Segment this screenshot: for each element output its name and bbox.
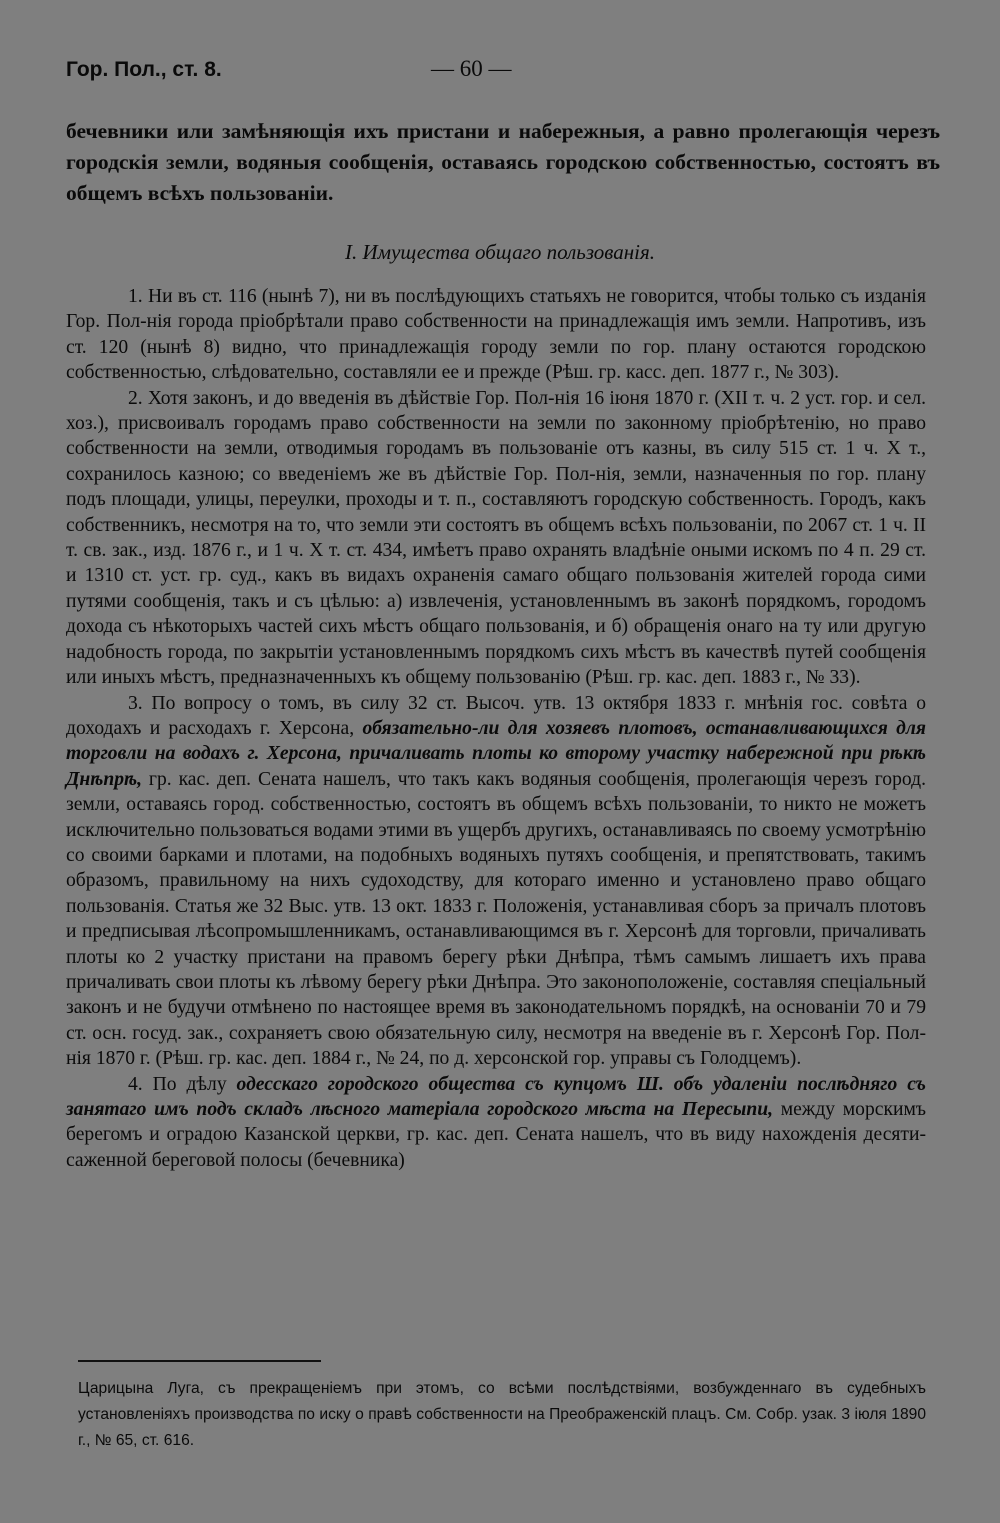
- body-text: [66, 284, 926, 1173]
- paragraph-3: [66, 691, 926, 1072]
- paragraph-3-text-b: гр. кас. деп. Сената нашелъ, что такъ какъ водяныя сообщенія, пролегающія черезъ город. земли, оставаясь город. собственностью, состоятъ въ общемъ всѣхъ пользованіи, то никто не можетъ исключительно пользоваться водами этими въ ущербъ другихъ, останавливаясь по своему усмотрѣнію со своими барками и плотами, на подобныхъ водяныхъ путяхъ сообщенія, и препятствовать, такимъ образомъ, правильному на нихъ судоходству, для котораго именно и установлено право общаго пользованія. Статья же 32 Выс. утв. 13 окт. 1833 г. Положенія, устанавливая сборъ за причалъ плотовъ и предписывая лѣсопромышленникамъ, останавливающимся въ г. Херсонѣ для торговли, причаливать плоты ко 2 участку пристани на правомъ берегу рѣки Днѣпра, тѣмъ самымъ лишаетъ ихъ права причаливать свои плоты къ лѣвому берегу рѣки Днѣпра. Это законоположеніе, составляя спеціальный законъ и не будучи отмѣнено по настоящее время въ законодательномъ порядкѣ, на основаніи 70 и 79 ст. осн. госуд. зак., сохраняетъ свою обязательную силу, несмотря на введеніе въ г. Херсонѣ Гор. Пол-нія 1870 г. (Рѣш. гр. кас. деп. 1884 г., № 24, по д. херсонской гор. управы съ Голодцемъ).: [66, 768, 926, 1070]
- intro-paragraph: бечевники или замѣняющія ихъ пристани и набережныя, а равно пролегающія черезъ городскія земли, водяныя сообщенія, оставаясь городскою собственностью, состоятъ въ общемъ всѣхъ пользованіи.: [66, 119, 940, 205]
- footnote: Царицына Луга, съ прекращеніемъ при этомъ, со всѣми послѣдствіями, возбужденнаго въ судебныхъ установленіяхъ производства по иску о правѣ собственности на Преображенскій плацъ. См. Собр. узак. 3 іюля 1890 г., № 65, ст. 616.: [78, 1380, 926, 1449]
- page-header: [66, 54, 922, 86]
- section-title: I. Имущества общаго пользованія.: [345, 240, 655, 264]
- paragraph-2: 2. Хотя законъ, и до введенія въ дѣйствіе Гор. Пол-нія 16 іюня 1870 г. (XII т. ч. 2 уст. гор. и сел. хоз.), присвоивалъ городамъ право собственности на земли по законному пріобрѣтенію, но право собственности на земли, отводимыя городамъ въ пользованіе отъ казны, въ силу 515 ст. 1 ч. X т., сохранилось казною; со введеніемъ же въ дѣйствіе Гор. Пол-нія, земли, назначенныя по гор. плану подъ площади, улицы, переулки, проходы и т. п., составляютъ городскую собственность. Городъ, какъ собственникъ, несмотря на то, что земли эти состоятъ въ общемъ всѣхъ пользованіи, по 2067 ст. 1 ч. II т. св. зак., изд. 1876 г., и 1 ч. X т. ст. 434, имѣетъ право охранять владѣніе оными искомъ по 4 п. 29 ст. и 1310 ст. уст. гр. суд., какъ въ видахъ охраненія самаго общаго пользованія жителей города сими путями сообщенія, такъ и съ цѣлью: а) извлеченія, установленнымъ въ законѣ порядкомъ, городомъ дохода съ нѣкоторыхъ частей сихъ мѣстъ общаго пользованія, и б) обращенія онаго на ту или другую надобность города, по закрытіи установленнымъ порядкомъ сихъ мѣстъ въ качествѣ путей сообщенія или иныхъ мѣстъ, предназначенныхъ къ общему пользованію (Рѣш. гр. кас. деп. 1883 г., № 33).: [66, 387, 926, 689]
- paragraph-3-emphasis: обязательно-ли для хозяевъ плотовъ, останавливающихся для торговли на водахъ г. Херсона, причаливать плоты ко второму участку набережной при рѣкѣ Днѣпрѣ,: [66, 717, 927, 790]
- paragraph-4: [66, 1072, 926, 1174]
- footnote-rule: [78, 1360, 321, 1362]
- paragraph-1: 1. Ни въ ст. 116 (нынѣ 7), ни въ послѣдующихъ статьяхъ не говорится, чтобы только съ изданія Гор. Пол-нія города пріобрѣтали право собственности на принадлежащія имъ земли. Напротивъ, изъ ст. 120 (нынѣ 8) видно, что принадлежащія городу земли по гор. плану остаются городскою собственностью, слѣдовательно, составляли ее и прежде (Рѣш. гр. касс. деп. 1877 г., № 303).: [66, 286, 926, 384]
- paragraph-3-text-a: 3. По вопросу о томъ, въ силу 32 ст. Высоч. утв. 13 октября 1833 г. мнѣнія гос. совѣта о доходахъ и расходахъ г. Херсона,: [66, 692, 926, 739]
- running-head: Гор. Пол., ст. 8.: [66, 58, 222, 81]
- page-number: — 60 —: [431, 56, 512, 81]
- paragraph-4-text-a: 4. По дѣлу: [128, 1073, 227, 1095]
- paragraph-4-emphasis: одесскаго городского общества съ купцомъ Ш. объ удаленіи послѣдняго съ занятаго имъ подъ складъ лѣсного матеріала городского мѣста на Пересыпи,: [66, 1073, 926, 1120]
- paragraph-4-text-b: между морскимъ берегомъ и оградою Казанской церкви, гр. кас. деп. Сената нашелъ, что въ виду нахожденія десяти-саженной береговой полосы (бечевника): [66, 1099, 926, 1171]
